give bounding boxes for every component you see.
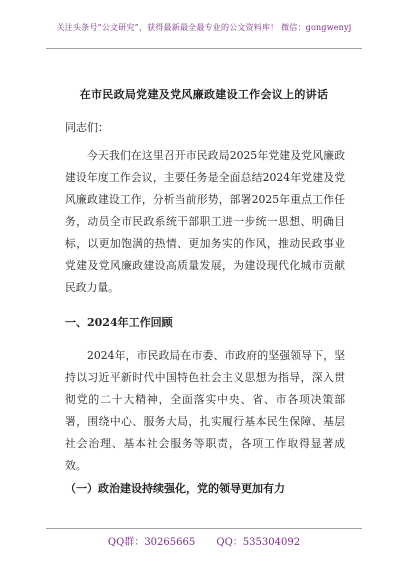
review-paragraph-block bbox=[65, 345, 345, 477]
document-title: 在市民政局党建及党风廉政建设工作会议上的讲话 bbox=[79, 88, 329, 101]
footer-qq-group: QQ群：30265665 bbox=[107, 537, 196, 548]
header-promo-text: 关注头条号“公文研究”，获得最新最全最专业的公文资料库！ 微信：gongwenyj bbox=[56, 23, 352, 32]
review-paragraph: 2024年，市民政局在市委、市政府的坚强领导下，坚持以习近平新时代中国特色社会主义思想为指导，深入贯彻党的二十大精神，全面落实中央、省、市各项决策部署，围绕中心、服务大局，扎实履行基本民生保障、基层社会治理、基本社会服务等职责，各项工作取得显著成效。 bbox=[65, 349, 345, 472]
intro-paragraph: 今天我们在这里召开市民政局2025年党建及党风廉政建设年度工作会议，主要任务是全面总结2024年党建及党风廉政建设工作，分析当前形势，部署2025年重点工作任务，动员全市民政系统干部职工进一步统一思想、明确目标，以更加饱满的热情、更加务实的作风，推动民政事业党建及党风廉政建设高质量发展，为建设现代化城市贡献民政力量。 bbox=[65, 149, 345, 294]
header-divider bbox=[46, 48, 362, 49]
footer-qq: QQ：535304092 bbox=[216, 537, 301, 548]
section-heading-review: 一、2024年工作回顾 bbox=[65, 316, 173, 329]
footer-divider bbox=[46, 528, 362, 529]
salutation: 同志们： bbox=[65, 121, 109, 134]
footer-contact bbox=[0, 533, 408, 548]
intro-paragraph-block bbox=[65, 145, 345, 299]
subsection-heading-political: （一）政治建设持续强化，党的领导更加有力 bbox=[65, 482, 285, 495]
